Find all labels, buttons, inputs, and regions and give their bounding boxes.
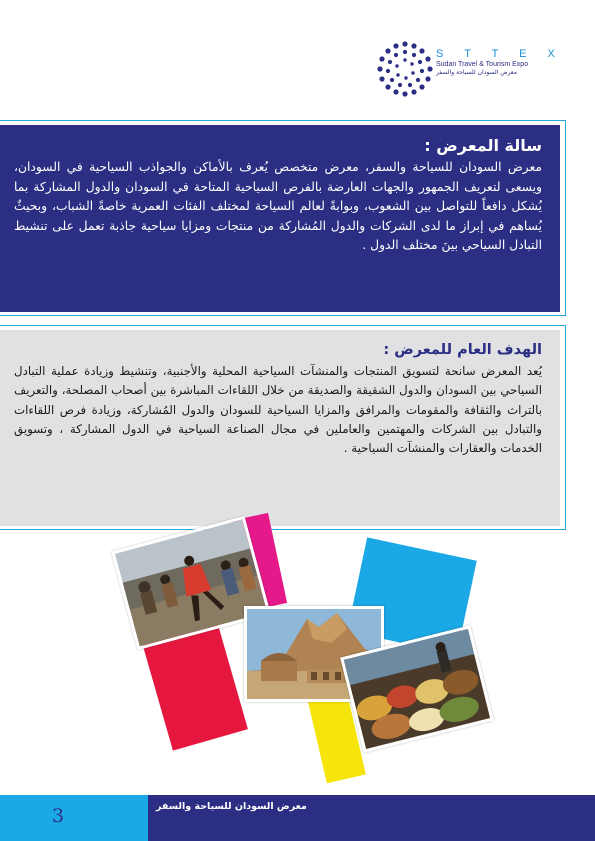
sttex-logo [376, 40, 576, 100]
logo-dots-icon [376, 40, 434, 98]
mission-section [0, 125, 560, 312]
page-number: 3 [52, 805, 65, 827]
logo-arabic-name: معرض السودان للسياحة والسفر [436, 69, 517, 76]
logo-english-name: Sudan Travel & Tourism Expo [436, 61, 529, 68]
page-number-box [0, 795, 148, 841]
goal-section [0, 330, 560, 526]
footer-title: معرض السودان للسياحة والسفر [156, 801, 307, 812]
logo-text-block [436, 48, 576, 77]
logo-acronym: S T T E X [436, 48, 564, 60]
goal-body: يُعد المعرض سانحة لتسويق المنتجات والمنشآت السياحية المحلية والأجنبية، وتنشيط وزيادة عملية التبادل السياحي بين السودان والدول الشقيقة والصديقة من خلال اللقاءات المباشرة بين أصحاب المصلحة، والتعريف بالتراث والثقافة والمقومات والمرافق والمزايا السياحية للسودان والدول المُشاركة، وزيادة فرص اللقاءات والتبادل بين الشركات والمهتمين والعاملين في مجال الصناعة السياحية في الدول المشاركة ، وتسويق الخدمات والعقارات والمنشآت السياحية . [14, 364, 542, 456]
mission-body: معرض السودان للسياحة والسفر، معرض متخصص يُعرف بالأماكن والجواذب السياحية في السودان، ويسعى لتعريف الجمهور والجهات العارضة بالفرص السياحية المتاحة في السودان والدول المشاركة بما يُشكل دافعاً للتواصل بين الشعوب، وبوابةً لعالم السياحة لمختلف الفئات العمرية خاصةً الشباب، وبحيثٌ يُساهم في إبراز ما لدى الشركات والدول المُشاركة من منتجات ومزايا سياحية جاذبة تعمل على تنشيط التبادل السياحي بينَ مختلف الدول . [14, 160, 542, 252]
page-footer [0, 795, 595, 841]
goal-heading: الهدف العام للمعرض : [383, 342, 542, 358]
mission-heading: سالة المعرض : [424, 136, 542, 155]
footer-bar [148, 795, 595, 841]
